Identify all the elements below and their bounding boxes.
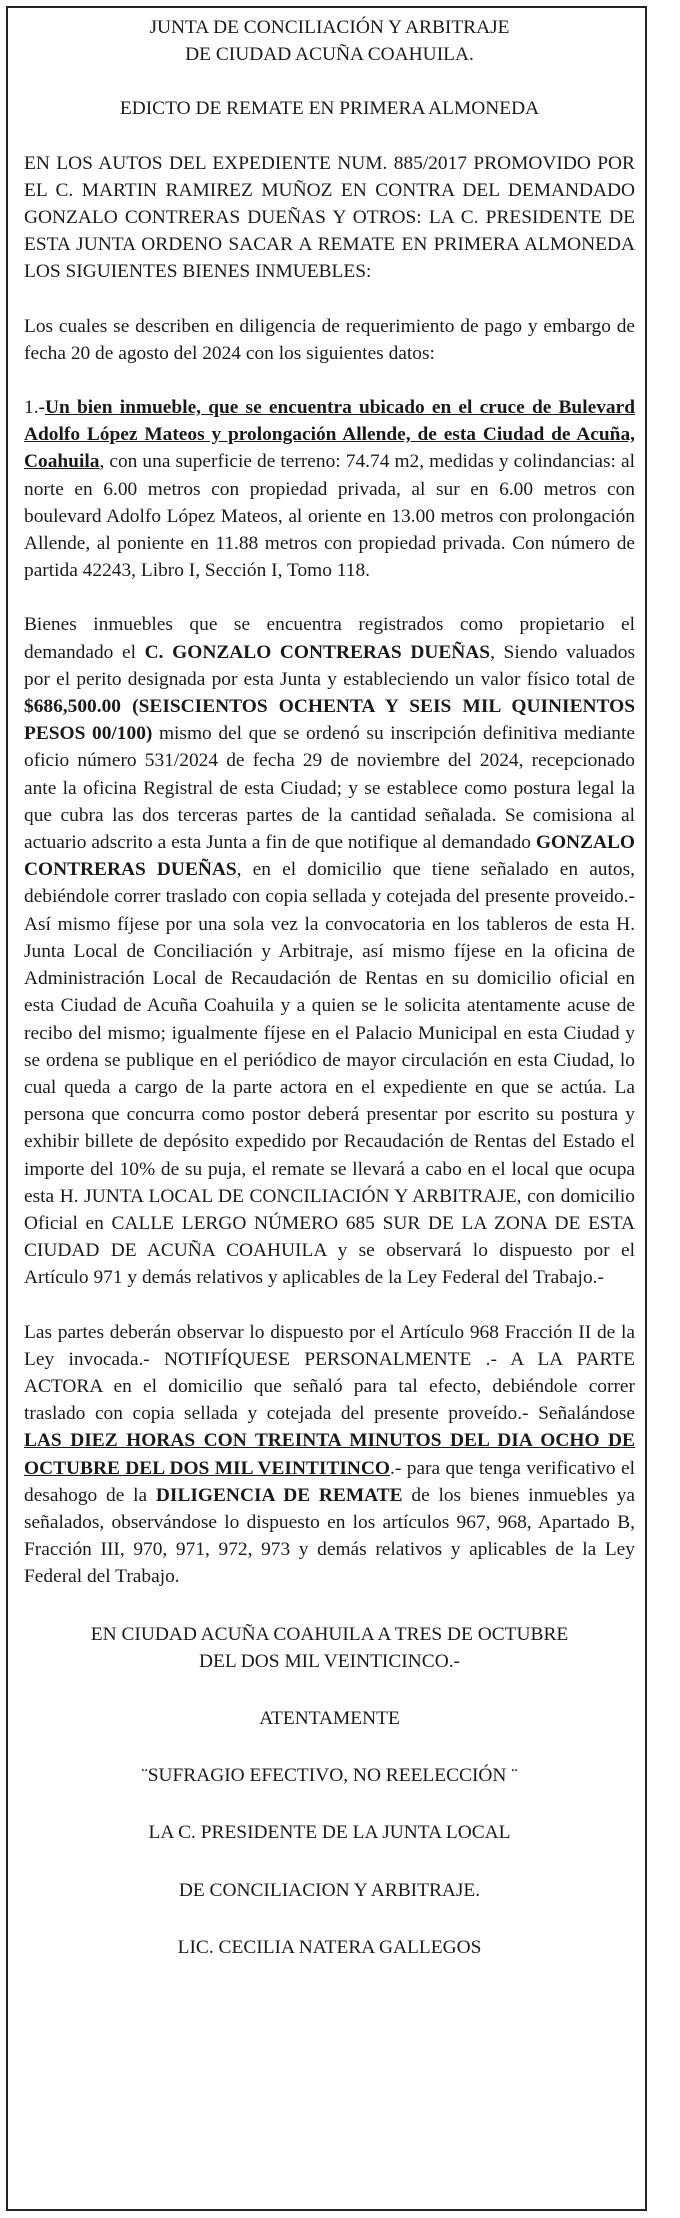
text-run	[121, 696, 132, 717]
text-run: Bienes inmuebles que se encuentra registrados como propietario el demandado el	[24, 614, 635, 663]
property-details: , con una superficie de terreno: 74.74 m2, medidas y colindancias: al norte en 6.00 metros con propiedad privada, al sur en 6.00 metros con boulevard Adolfo López Mateos, al oriente en 13.00 metros con prolongación Allende, al poniente en 11.88 metros con propiedad privada. Con número de partida 42243, Libro I, Sección I, Tomo 118.	[24, 451, 635, 582]
text-run: , Siendo valuados por el perito designada por esta Junta y estableciendo un valor físico total de	[24, 641, 635, 690]
place-date-line-2: DEL DOS MIL VEINTICINCO.-	[198, 1650, 461, 1672]
place-date-line-1: EN CIUDAD ACUÑA COAHUILA A TRES DE OCTUBRE	[90, 1623, 569, 1645]
property-item	[24, 394, 635, 584]
header-line-1: JUNTA DE CONCILIACIÓN Y ARBITRAJE	[149, 17, 510, 38]
text-run: mismo del que se ordenó su inscripción definitiva mediante oficio número 531/2024 de fecha 29 de noviembre del 2024, recepcionado ante la oficina Registral de esta Ciudad; y se establece como postura legal la que cubra las dos terceras partes de la cantidad señalada. Se comisiona al actuario adscrito a esta Junta a fin de que notifique al demandado	[24, 723, 635, 854]
motto: ¨SUFRAGIO EFECTIVO, NO REELECCIÓN ¨	[141, 1765, 518, 1787]
header-line-2: DE CIUDAD ACUÑA COAHUILA.	[185, 44, 474, 66]
defendant-name-2: GONZALO CONTRERAS DUEÑAS	[24, 832, 635, 881]
defendant-name: C. GONZALO CONTRERAS DUEÑAS	[144, 641, 491, 663]
edict-notice	[24, 14, 635, 1961]
description-paragraph: Los cuales se describen en diligencia de requerimiento de pago y embargo de fecha 20 de agosto del 2024 con los siguientes datos:	[24, 315, 635, 364]
item-number: 1.-	[24, 397, 46, 419]
edict-title: EDICTO DE REMATE EN PRIMERA ALMONEDA	[119, 98, 540, 120]
main-paragraph	[24, 611, 635, 1291]
valuation-amount-words: (SEISCIENTOS OCHENTA Y SEIS MIL QUINIENTOS PESOS 00/100)	[24, 696, 635, 745]
atentamente: ATENTAMENTE	[259, 1707, 400, 1729]
signer-name: LIC. CECILIA NATERA GALLEGOS	[177, 1936, 482, 1958]
valuation-amount: $686,500.00	[24, 696, 121, 718]
text-run: , en el domicilio que tiene señalado en autos, debiéndole correr traslado con copia sellada y cotejada del presente proveido.- Así mismo fíjese por una sola vez la convocatoria en los tableros de esta H. Junta Local de Conciliación y Arbitraje, así mismo fíjese en la oficina de Administración Local de Recaudación de Rentas en su domicilio oficial en esta Ciudad de Acuña Coahuila y a quien se le solicita atentamente acuse de recibo del mismo; igualmente fíjese en el Palacio Municipal en esta Ciudad y se ordena se publique en el periódico de mayor circulación en esta Ciudad, lo cual queda a cargo de la parte actora en el expediente en que se actúa. La persona que concurra como postor deberá presentar por escrito su postura y exhibir billete de depósito expedido por Recaudación de Rentas del Estado el importe del 10% de su puja, el remate se llevará a cabo en el local que ocupa esta H. JUNTA LOCAL DE CONCILIACIÓN Y ARBITRAJE, con domicilio Oficial en CALLE LERGO NÚMERO 685 SUR DE LA ZONA DE ESTA CIUDAD DE ACUÑA COAHUILA y se observará lo dispuesto por el Artículo 971 y demás relativos y aplicables de la Ley Federal del Trabajo.-	[24, 859, 635, 1289]
auction-diligence: DILIGENCIA DE REMATE	[155, 1484, 403, 1506]
auction-date: LAS DIEZ HORAS CON TREINTA MINUTOS DEL DIA OCHO DE OCTUBRE DEL DOS MIL VEINTITINCO	[24, 1430, 635, 1479]
place-date	[24, 1621, 635, 1675]
text-run: de los bienes inmuebles ya señalados, observándose lo dispuesto en los artículos 967, 968, Apartado B, Fracción III, 970, 971, 972, 973 y demás relativos y aplicables de la Ley Federal del Trabajo.	[24, 1484, 635, 1588]
notification-paragraph	[24, 1319, 635, 1591]
text-run: Las partes deberán observar lo dispuesto por el Artículo 968 Fracción II de la Ley invocada.- NOTIFÍQUESE PERSONALMENTE .- A LA PARTE ACTORA en el domicilio que señaló para tal efecto, debiéndole correr traslado con copia sellada y cotejada del presente proveído.- Señalándose	[24, 1321, 635, 1425]
intro-paragraph: EN LOS AUTOS DEL EXPEDIENTE NUM. 885/2017 PROMOVIDO POR EL C. MARTIN RAMIREZ MUÑOZ EN CONTRA DEL DEMANDADO GONZALO CONTRERAS DUEÑAS Y OTROS: LA C. PRESIDENTE DE ESTA JUNTA ORDENO SACAR A REMATE EN PRIMERA ALMONEDA LOS SIGUIENTES BIENES INMUEBLES:	[24, 152, 635, 283]
property-location: Un bien inmueble, que se encuentra ubicado en el cruce de Bulevard Adolfo López Mateos y prolongación Allende, de esta Ciudad de Acuña, Coahuila	[24, 397, 635, 473]
signer-role-line-1: LA C. PRESIDENTE DE LA JUNTA LOCAL	[148, 1822, 511, 1844]
text-run: .- para que tenga verificativo el desahogo de la	[24, 1457, 635, 1506]
header	[24, 14, 635, 68]
signer-role-line-2: DE CONCILIACION Y ARBITRAJE.	[178, 1879, 481, 1901]
